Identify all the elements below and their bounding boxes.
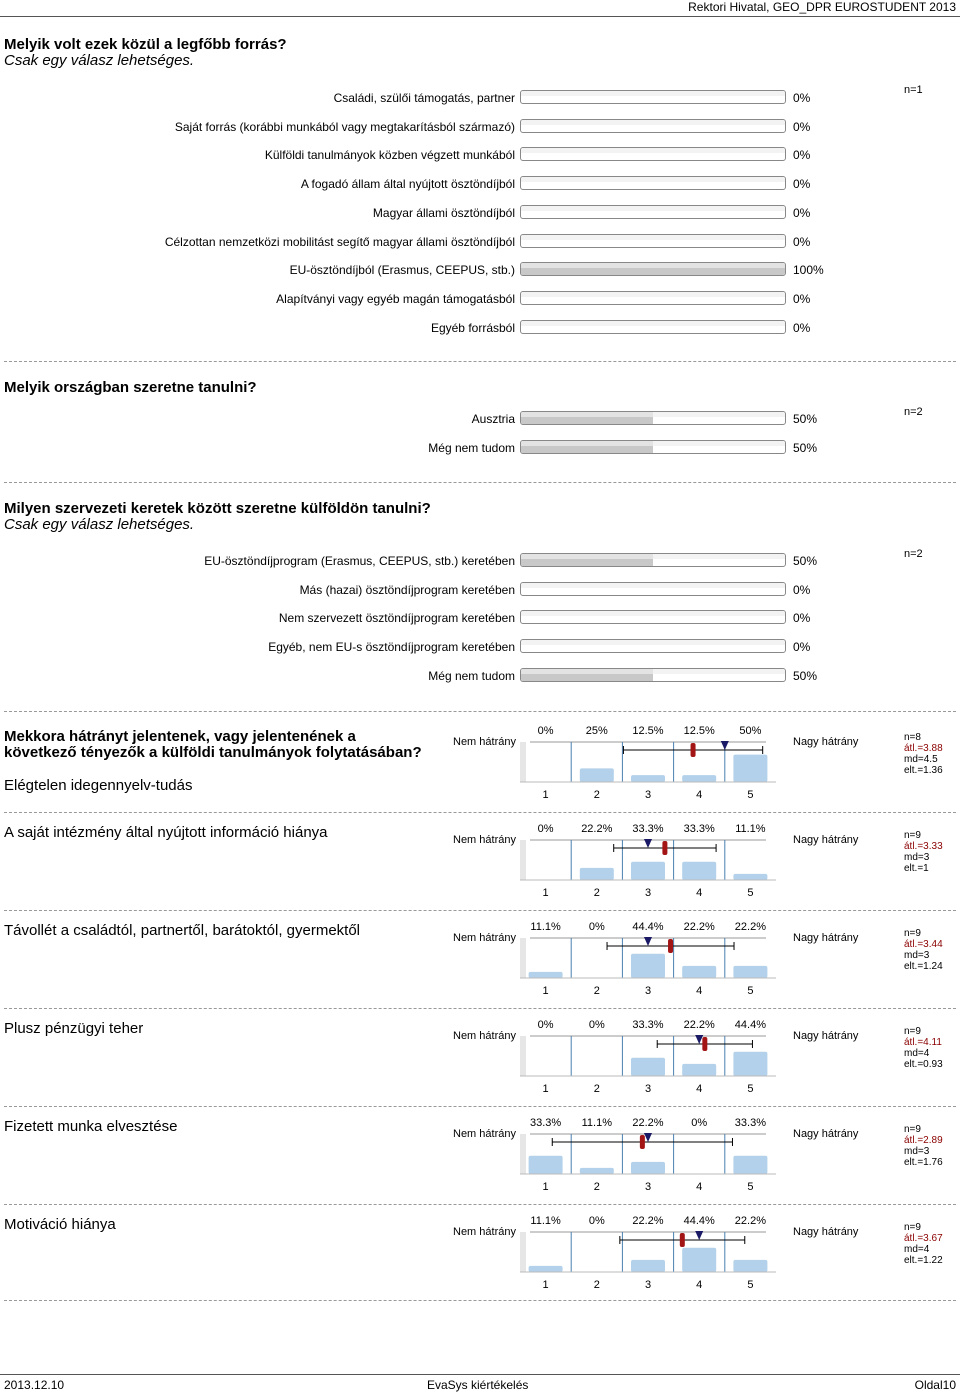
median-marker [644,1133,652,1142]
bar-highlight [521,640,785,645]
option-percentage: 0% [793,640,811,655]
scale-number: 3 [644,985,652,997]
option-label: Még nem tudom [428,668,515,683]
histogram-percentage-label: 22.2% [734,1215,767,1227]
scale-side-block [520,1036,526,1076]
stat-mean: átl.=3.33 [904,841,943,852]
stat-n: n=9 [904,928,921,939]
scale-number: 2 [593,1181,600,1193]
scale-right-label: Nagy hátrány [793,834,859,846]
q2-n: n=2 [904,406,923,418]
option-percentage: 50% [793,412,818,426]
stat-sd: elt.=0.93 [904,1059,943,1070]
scale-number: 3 [644,1181,652,1193]
percentage-bar [520,119,786,133]
histogram-bar [529,1266,563,1272]
scale-left-label: Nem hátrány [453,1128,516,1140]
mean-marker [702,1037,707,1051]
scale-number: 1 [542,789,549,801]
scale-number: 5 [747,1279,754,1291]
stat-median: md=4 [904,1244,930,1255]
histogram-percentage-label: 44.4% [683,1215,715,1227]
histogram-percentage-label: 33.3% [683,823,715,835]
stat-mean: átl.=4.11 [904,1037,942,1048]
scale-number: 3 [644,1279,652,1291]
histogram-bar [631,862,665,880]
histogram-percentage-label: 50% [739,725,762,737]
scale-number: 2 [593,887,600,899]
bar-highlight [521,177,785,182]
header-title: Rektori Hivatal, GEO_DPR EUROSTUDENT 2013 [688,0,956,14]
stat-mean: átl.=2.89 [904,1135,943,1146]
histogram-bar [682,966,716,978]
header-divider [0,16,960,17]
scale-histogram [520,1016,780,1098]
histogram-percentage-label: 22.2% [581,823,613,835]
scale-stats [904,732,943,776]
scale-number: 2 [593,1083,600,1095]
stat-n: n=9 [904,1026,921,1037]
option-percentage: 0% [793,91,811,105]
histogram-percentage-label: 12.5% [683,725,715,737]
divider [4,812,956,813]
scale-item-label: Plusz pénzügyi teher [4,1020,144,1037]
scale-item-label: Távollét a családtól, partnertől, barátoktól, gyermektől [4,922,361,939]
scale-left-label: Nem hátrány [453,834,516,846]
histogram-percentage-label: 11.1% [581,1117,612,1129]
scale-side-block [520,742,526,782]
histogram-bar [682,1064,716,1076]
percentage-bar [520,205,786,219]
scale-side-block [520,1232,526,1272]
median-marker [695,1231,703,1240]
stat-median: md=3 [904,852,930,863]
histogram-bar [580,768,614,782]
histogram-percentage-label: 22.2% [683,921,715,933]
scale-side-block [520,1134,526,1174]
stat-n: n=8 [904,732,921,743]
percentage-bar [520,639,786,653]
percentage-bar [520,90,786,104]
mean-marker [668,939,673,953]
scale-number: 1 [542,887,549,899]
percentage-bar [520,440,786,454]
mean-marker [662,841,667,855]
option-percentage: 50% [793,440,818,455]
footer-date: 2013.12.10 [4,1378,65,1392]
scale-number: 2 [593,789,600,801]
q2-title: Melyik országban szeretne tanulni? [4,379,257,396]
histogram-percentage-label: 11.1% [530,921,561,933]
scale-stats [904,1124,943,1168]
option-label: Még nem tudom [428,440,515,455]
option-percentage: 0% [793,177,811,192]
percentage-bar [520,582,786,596]
bar-highlight [521,292,785,297]
histogram-percentage-label: 0% [691,1117,708,1129]
histogram-bar [631,1058,665,1076]
scale-item-label: Fizetett munka elvesztése [4,1118,178,1135]
option-label: Alapítványi vagy egyéb magán támogatásból [276,291,515,306]
bar-highlight [521,441,785,446]
histogram-bar [682,1248,716,1272]
scale-left-label: Nem hátrány [453,1030,516,1042]
histogram-percentage-label: 44.4% [632,921,664,933]
scale-right-label: Nagy hátrány [793,1030,859,1042]
scale-number: 2 [593,985,600,997]
bar-highlight [521,412,785,417]
option-label: Célzottan nemzetközi mobilitást segítő magyar állami ösztöndíjból [164,234,515,249]
scale-number: 5 [747,1181,754,1193]
percentage-bar [520,147,786,161]
scale-item-label: A saját intézmény által nyújtott információ hiánya [4,824,328,841]
option-label: Családi, szülői támogatás, partner [333,91,515,105]
scale-number: 3 [644,789,652,801]
histogram-bar [631,1260,665,1272]
scale-number: 5 [747,789,754,801]
histogram-percentage-label: 44.4% [734,1019,767,1031]
scale-number: 4 [696,985,703,997]
q3-subtitle: Csak egy válasz lehetséges. [4,516,195,533]
scale-number: 5 [747,887,754,899]
divider [4,1204,956,1205]
histogram-percentage-label: 33.3% [734,1117,767,1129]
scale-histogram [520,820,780,902]
scale-number: 4 [696,1181,703,1193]
histogram-percentage-label: 0% [537,823,554,835]
histogram-bar [682,862,716,880]
histogram-percentage-label: 0% [588,921,605,933]
stat-n: n=9 [904,830,921,841]
histogram-percentage-label: 22.2% [683,1019,715,1031]
scale-side-block [520,938,526,978]
stat-n: n=9 [904,1124,921,1135]
histogram-percentage-label: 33.3% [632,823,664,835]
bar-highlight [521,611,785,616]
histogram-bar [529,972,563,978]
mean-marker [640,1135,645,1149]
scale-stats [904,1026,943,1070]
scale-right-label: Nagy hátrány [793,1128,859,1140]
scale-right-label: Nagy hátrány [793,932,859,944]
q1-title: Melyik volt ezek közül a legfőbb forrás? [4,36,287,53]
bar-highlight [521,583,785,588]
stat-mean: átl.=3.44 [904,939,943,950]
divider [4,910,956,911]
percentage-bar [520,553,786,567]
option-percentage: 0% [793,234,811,249]
histogram-bar [733,755,767,782]
histogram-percentage-label: 0% [588,1019,605,1031]
scale-number: 2 [593,1279,600,1291]
percentage-bar [520,176,786,190]
scale-stats [904,830,943,874]
scale-number: 4 [696,1279,703,1291]
divider [4,1008,956,1009]
scale-histogram [520,918,780,1000]
scale-left-label: Nem hátrány [453,932,516,944]
stat-median: md=4.5 [904,754,938,765]
scale-side-block [520,840,526,880]
bar-highlight [521,554,785,559]
percentage-bar [520,610,786,624]
option-label: EU-ösztöndíjból (Erasmus, CEEPUS, stb.) [289,263,515,278]
histogram-percentage-label: 11.1% [735,823,766,835]
option-label: Ausztria [471,412,515,426]
histogram-percentage-label: 0% [537,725,554,737]
histogram-percentage-label: 11.1% [530,1215,561,1227]
divider [4,711,956,712]
scale-number: 4 [696,1083,703,1095]
histogram-bar [733,1260,767,1272]
bar-highlight [521,669,785,674]
scale-number: 3 [644,887,652,899]
q4-title: Mekkora hátrányt jelentenek, vagy jelentenének a következő tényezők a külföldi tanulmányok folytatásában? [4,728,422,761]
bar-highlight [521,206,785,211]
scale-number: 5 [747,985,754,997]
option-label: Saját forrás (korábbi munkából vagy megtakarításból származó) [174,119,515,134]
bar-highlight [521,148,785,153]
scale-number: 1 [542,1279,549,1291]
histogram-percentage-label: 33.3% [632,1019,664,1031]
option-percentage: 50% [793,668,818,683]
q3-n: n=2 [904,548,923,560]
histogram-percentage-label: 22.2% [632,1117,664,1129]
divider [4,361,956,362]
option-label: Magyar állami ösztöndíjból [372,205,515,220]
histogram-percentage-label: 22.2% [632,1215,664,1227]
q1-n: n=1 [904,84,923,96]
median-marker [644,937,652,946]
histogram-bar [529,1156,563,1174]
scale-number: 5 [747,1083,754,1095]
percentage-bar [520,234,786,248]
option-percentage: 0% [793,291,811,306]
option-label: Külföldi tanulmányok közben végzett munkából [264,148,515,163]
histogram-percentage-label: 25% [585,725,608,737]
footer-center: EvaSys kiértékelés [427,1378,529,1392]
q1-subtitle: Csak egy válasz lehetséges. [4,52,195,69]
stat-mean: átl.=3.88 [904,743,943,754]
stat-n: n=9 [904,1222,921,1233]
histogram-bar [733,1156,767,1174]
histogram-bar [631,775,665,782]
stat-median: md=3 [904,1146,930,1157]
option-percentage: 50% [793,554,818,568]
stat-sd: elt.=1.22 [904,1255,943,1266]
histogram-percentage-label: 22.2% [734,921,767,933]
q3-title: Milyen szervezeti keretek között szeretne külföldön tanulni? [4,500,431,517]
option-percentage: 100% [793,263,824,278]
bar-highlight [521,263,785,268]
option-label: EU-ösztöndíjprogram (Erasmus, CEEPUS, stb.) keretében [204,554,515,568]
option-percentage: 0% [793,582,811,597]
histogram-percentage-label: 33.3% [529,1117,562,1129]
divider [4,1106,956,1107]
scale-left-label: Nem hátrány [453,736,516,748]
scale-number: 4 [696,887,703,899]
median-marker [721,741,729,750]
scale-number: 1 [542,985,549,997]
bar-highlight [521,235,785,240]
bar-highlight [521,91,785,96]
option-percentage: 0% [793,205,811,220]
footer-page: Oldal10 [914,1378,956,1392]
scale-histogram [520,1212,780,1294]
histogram-bar [733,874,767,880]
scale-number: 1 [542,1083,549,1095]
percentage-bar [520,668,786,682]
scale-histogram [520,1114,780,1196]
stat-mean: átl.=3.67 [904,1233,943,1244]
scale-number: 3 [644,1083,652,1095]
median-marker [695,1035,703,1044]
option-label: Nem szervezett ösztöndíjprogram keretében [278,611,515,626]
stat-sd: elt.=1.36 [904,765,943,776]
scale-number: 4 [696,789,703,801]
histogram-bar [580,1168,614,1174]
option-label: A fogadó állam által nyújtott ösztöndíjból [300,177,515,192]
option-percentage: 0% [793,119,811,134]
divider [4,1300,956,1301]
option-percentage: 0% [793,148,811,163]
bar-highlight [521,321,785,326]
scale-right-label: Nagy hátrány [793,736,859,748]
divider [4,482,956,483]
percentage-bar [520,291,786,305]
stat-median: md=4 [904,1048,930,1059]
scale-number: 1 [542,1181,549,1193]
stat-median: md=3 [904,950,930,961]
option-percentage: 0% [793,611,811,626]
scale-stats [904,1222,943,1266]
footer-divider [0,1374,960,1375]
option-percentage: 0% [793,320,811,335]
option-label: Egyéb, nem EU-s ösztöndíjprogram keretében [268,640,515,655]
histogram-bar [631,954,665,978]
histogram-bar [631,1162,665,1174]
histogram-bar [682,775,716,782]
scale-item-label: Elégtelen idegennyelv-tudás [4,777,193,794]
option-label: Más (hazai) ösztöndíjprogram keretében [299,582,515,597]
histogram-bar [580,868,614,880]
histogram-bar [733,1052,767,1076]
stat-sd: elt.=1.76 [904,1157,943,1168]
stat-sd: elt.=1 [904,863,929,874]
percentage-bar [520,320,786,334]
stat-sd: elt.=1.24 [904,961,943,972]
histogram-percentage-label: 12.5% [632,725,664,737]
scale-left-label: Nem hátrány [453,1226,516,1238]
bar-highlight [521,120,785,125]
histogram-percentage-label: 0% [588,1215,605,1227]
mean-marker [691,743,696,757]
median-marker [644,839,652,848]
scale-item-label: Motiváció hiánya [4,1216,116,1233]
scale-stats [904,928,943,972]
percentage-bar [520,262,786,276]
scale-histogram [520,722,780,804]
option-label: Egyéb forrásból [430,320,515,335]
percentage-bar [520,411,786,425]
mean-marker [680,1233,685,1247]
scale-right-label: Nagy hátrány [793,1226,859,1238]
histogram-bar [733,966,767,978]
histogram-percentage-label: 0% [537,1019,554,1031]
